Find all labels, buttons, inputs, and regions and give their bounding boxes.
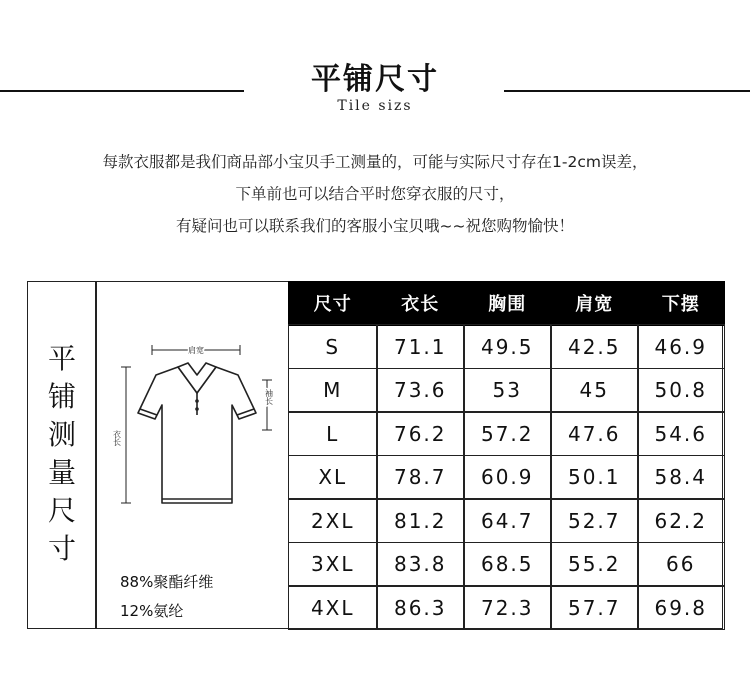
shoulder-label: 肩宽 [188,346,204,355]
size-label-cell: M [288,368,378,413]
side-label-char: 铺 [47,380,76,413]
page-subtitle: Tile sizs [337,98,413,114]
size-label-cell: S [288,324,378,369]
table-cell: 72.3 [463,585,552,630]
length-label: 衣长 [112,430,122,446]
table-cell: 50.8 [637,368,725,413]
sleeve-measure-arrow [262,380,272,430]
table-cell: 57.7 [550,585,639,630]
table-cell: 42.5 [550,324,639,369]
table-cell: 86.3 [376,585,465,630]
table-cell: 58.4 [637,455,725,500]
frame-divider [95,281,97,629]
side-label-char: 寸 [47,532,76,565]
table-cell: 45 [550,368,639,413]
table-cell: 47.6 [550,411,639,456]
table-cell: 81.2 [376,498,465,543]
table-cell: 46.9 [637,324,725,369]
table-cell: 68.5 [463,542,552,587]
table-cell: 66 [637,542,725,587]
side-label-char: 量 [47,456,76,489]
side-label-char: 测 [47,418,76,451]
page-title: 平铺尺寸 [311,62,439,97]
table-cell: 55.2 [550,542,639,587]
table-header-cell: 胸围 [463,281,552,326]
table-cell: 62.2 [637,498,725,543]
size-label-cell: XL [288,455,378,500]
side-label-char: 平 [47,342,76,375]
table-cell: 54.6 [637,411,725,456]
table-cell: 60.9 [463,455,552,500]
measurement-notes [0,146,750,242]
side-label [40,340,84,568]
table-cell: 50.1 [550,455,639,500]
table-header-cell: 尺寸 [288,281,378,326]
table-cell: 53 [463,368,552,413]
material-line: 88%聚酯纤维 [120,573,214,591]
size-table [288,281,723,629]
table-cell: 69.8 [637,585,725,630]
size-label-cell: 2XL [288,498,378,543]
material-line: 12%氨纶 [120,602,184,620]
table-header-cell: 肩宽 [550,281,639,326]
note-line: 每款衣服都是我们商品部小宝贝手工测量的，可能与实际尺寸存在1-2cm误差， [102,153,648,171]
length-measure-arrow [121,367,131,503]
table-cell: 64.7 [463,498,552,543]
sleeve-label: 袖长 [264,389,274,405]
table-header-cell: 下摆 [637,281,725,326]
table-cell: 71.1 [376,324,465,369]
table-header-cell: 衣长 [376,281,465,326]
size-label-cell: L [288,411,378,456]
note-line: 下单前也可以结合平时您穿衣服的尺寸， [235,185,515,203]
table-cell: 52.7 [550,498,639,543]
table-cell: 83.8 [376,542,465,587]
note-line: 有疑问也可以联系我们的客服小宝贝哦~~祝您购物愉快！ [176,217,574,235]
table-cell: 57.2 [463,411,552,456]
table-cell: 49.5 [463,324,552,369]
polo-shirt-outline-icon [108,335,283,515]
table-cell: 73.6 [376,368,465,413]
side-label-char: 尺 [47,494,76,527]
table-cell: 78.7 [376,455,465,500]
size-label-cell: 4XL [288,585,378,630]
table-cell: 76.2 [376,411,465,456]
size-label-cell: 3XL [288,542,378,587]
